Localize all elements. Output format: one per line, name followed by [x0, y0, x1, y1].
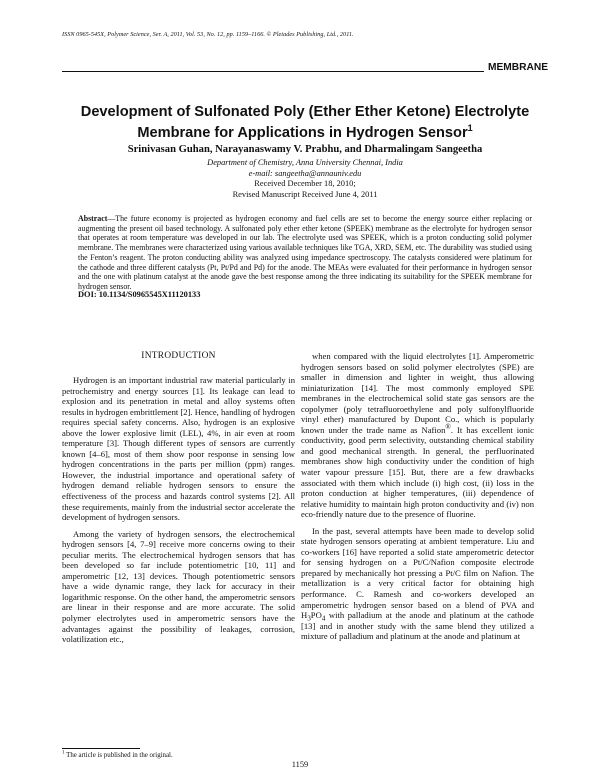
- affiliation-block: [62, 158, 548, 200]
- introduction-heading: INTRODUCTION: [141, 351, 216, 361]
- right-paragraph-1-b: . It has excellent ionic conductivity, good perm selectivity, outstanding chemical stability and good mechanical strength. In general, the perfluorinated membranes show high conductivity under the condition of high water vapour pressure [15]. But, there are a few drawbacks associated with them which include (i) high cost, (ii) loss in the proton conduction at higher temperatures, (iii) dependence of relative humidity to maintain high proton conductivity and (iv) non eco-friendly nature due to the presence of fluorine.: [301, 424, 534, 520]
- received-date: Received December 18, 2010;: [254, 179, 356, 189]
- right-paragraph-1: [301, 351, 534, 520]
- title-line-1: Development of Sulfonated Poly (Ether Ether Ketone) Electrolyte: [80, 104, 530, 120]
- footnote-rule: [62, 748, 140, 749]
- abstract: [78, 214, 532, 292]
- footnote: [62, 752, 173, 759]
- page-number: 1159: [291, 760, 309, 769]
- po-text: PO: [310, 610, 322, 621]
- department: Department of Chemistry, Anna University Chennai, India: [207, 158, 403, 167]
- section-rule: [62, 71, 548, 72]
- subscript-3: 3: [307, 614, 311, 623]
- left-column-body: [62, 375, 295, 645]
- right-paragraph-2-b: with palladium at the anode and platinum at the cathode [13] and in another study with the same blend they utilized a mixture of palladium and platinum at the anode and platinum at: [301, 610, 534, 642]
- title-line-2-text: Membrane for Applications in Hydrogen Sensor: [137, 125, 468, 141]
- intro-paragraph-1: Hydrogen is an important industrial raw material particularly in petrochemistry and energy sources [1]. Its leakage can lead to explosion and its penetration in metal and alloy systems often results in hydrogen embrittlement [2]. Hence, handling of hydrogen requires special safety concerns. Also, hydrogen is an explosive above the lower explosive limit (LEL), 4%, in air even at room temperature [3]. Though different types of sensors are currently known [4–6], most of them show poor response in sensing low hydrogen concentrations in the parts per million (ppm) ranges. However, the industrial importance and operational safety of hydrogen demand reliable hydrogen sensors to ensure the effectiveness of the process and hazards control systems [2]. All these requirements, mainly from the industrial sector accelerate the development of hydrogen sensors.: [62, 375, 295, 523]
- registered-mark: ®: [445, 422, 451, 431]
- footnote-text: The article is published in the original.: [66, 752, 173, 759]
- section-label: MEMBRANE: [484, 62, 548, 73]
- subscript-4: 4: [321, 614, 326, 623]
- title-line-2: [62, 123, 548, 144]
- title-footnote-mark: 1: [467, 123, 473, 134]
- revised-date: Revised Manuscript Received June 4, 2011: [232, 189, 378, 199]
- abstract-text: —The future economy is projected as hydrogen economy and fuel cells are set to become the energy source either replacing or augmenting the present oil based technology. A sulfonated poly ether ether ketone (SPEEK) membrane as the electrolyte for hydrogen sensor that operates at room temperature was developed in our lab. The electrolyte used was SPEEK, which is a proton conducting solid polymer membrane. The membranes were characterized using various available techniques like TGA, XRD, SEM, etc. The durability was studied using the Fenton’s reagent. The proton conducting ability was analyzed using impedance spectroscopy. The catalysts considered were platinum for the cathode and three different catalysts (Pt, Pt/Pd and Pd) for the anode. The MEAs were evaluated for their performance in hydrogen sensor and the one with platinum catalyst at the anode gave the best response among the three indicating its suitability for the SPEEK membrane for hydrogen sensor.: [78, 214, 532, 291]
- footnote-mark: 1: [62, 750, 65, 756]
- author-list: Srinivasan Guhan, Narayanaswamy V. Prabhu, and Dharmalingam Sangeetha: [127, 144, 483, 155]
- article-title: [62, 102, 548, 144]
- journal-citation-line: ISSN 0965-545X, Polymer Science, Ser. A, 2011, Vol. 53, No. 12, pp. 1159–1166. © Pleiades Publishing, Ltd., 2011.: [62, 31, 354, 38]
- intro-paragraph-2: Among the variety of hydrogen sensors, the electrochemical hydrogen sensors [4, 7–9] receive more concerns owing to their peculiar merits. The electrochemical hydrogen sensors that has been developed so far include potentiometric [10, 11] and amperometric [12, 13] devices. Though potentiometric sensors have a wide dynamic range, they lack for accuracy in their logarithmic response. On the other hand, the amperometric sensors are linear in their response and are more accurate. The solid polymer electrolytes used in amperometric sensors have the advantages against the possibility of leakages, corrosion, volatilization etc.,: [62, 528, 295, 645]
- right-column: [301, 351, 534, 642]
- email: e-mail: sangeetha@annauniv.edu: [248, 168, 362, 178]
- right-paragraph-2-a: In the past, several attempts have been made to develop solid state hydrogen sensors operating at ambient temperature. Liu and co-workers [16] have reported a solid state amperometric detector for sensing hydrogen on a Pt/C/Nafion composite electrode prepared by mechanically hot pressing a Pt/C film on Nafion. The metallization is a very critical factor for obtaining high performance. C. Ramesh and co-workers developed an amperometric hydrogen sensor based on a blend of PVA and H: [301, 525, 534, 621]
- right-paragraph-2: [301, 526, 534, 642]
- right-paragraph-1-a: when compared with the liquid electrolytes [1]. Amperometric hydrogen sensors based on solid polymer electrolytes (SPE) are smaller in dimension and lighter in weight, thus allowing miniaturization [14]. The most commonly employed SPE membranes in the electrochemical solid state gas sensors are the copolymer (poly tetrafluoroethylene and poly sulfonylfluoride vinyl ether) manufactured by Dupont Co., which is popularly known under the trade name as Nafion: [301, 351, 534, 435]
- doi: DOI: 10.1134/S0965545X11120133: [78, 290, 201, 299]
- abstract-label: Abstract: [78, 214, 108, 223]
